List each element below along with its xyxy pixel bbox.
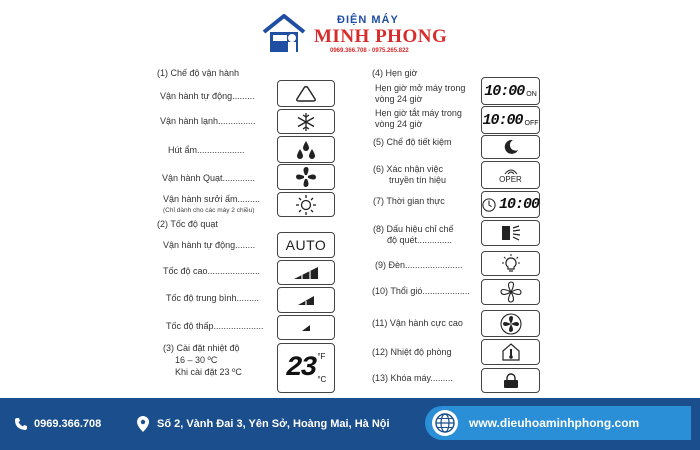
section-eco: (5) Chế độ tiết kiệm xyxy=(373,137,452,147)
brand-top-text: ĐIỆN MÁY xyxy=(337,14,399,26)
section-turbo: (11) Vận hành cực cao xyxy=(372,318,463,328)
location-pin-icon xyxy=(137,416,149,432)
room-temp-symbol xyxy=(481,339,540,365)
brand-phones: 0969.366.708 - 0975.265.822 xyxy=(330,48,409,54)
clock-display xyxy=(481,191,540,218)
fan-outline-icon xyxy=(500,281,522,303)
temp-range: 16 – 30 ºC xyxy=(175,355,218,365)
signal-waves-icon xyxy=(503,167,519,175)
air-blow-symbol xyxy=(481,279,540,305)
auto-mode-label: Vận hành tự động......... xyxy=(160,91,255,101)
moon-icon xyxy=(503,139,519,155)
fan-icon xyxy=(295,166,317,188)
eco-symbol xyxy=(481,135,540,159)
swing-icon xyxy=(500,224,522,242)
globe-icon xyxy=(431,409,459,437)
fan-speed-mid-icon xyxy=(297,294,315,306)
signal-symbol xyxy=(481,161,540,189)
footer-address-text: Số 2, Vành Đai 3, Yên Sở, Hoàng Mai, Hà Nội xyxy=(157,418,390,430)
temperature-display xyxy=(277,343,335,393)
cool-mode-symbol xyxy=(277,109,335,134)
section-swing-line1: (8) Dấu hiệu chỉ chế xyxy=(373,224,454,234)
section-timer: (4) Hẹn giờ xyxy=(372,68,418,78)
phone-icon xyxy=(14,417,28,431)
heat-mode-symbol xyxy=(277,192,335,217)
footer-website[interactable] xyxy=(425,406,691,440)
timer-off-label: OFF xyxy=(524,119,539,127)
timer-on-display xyxy=(481,77,540,105)
fan-high-label: Tốc độ cao..................... xyxy=(163,266,261,276)
section-fan-speed: (2) Tốc độ quạt xyxy=(157,219,218,229)
contact-footer xyxy=(0,398,700,450)
auto-mode-symbol xyxy=(277,80,335,107)
section-operation-mode: (1) Chế độ vận hành xyxy=(157,68,240,78)
fan-mid-label: Tốc độ trung bình......... xyxy=(166,293,260,303)
heat-mode-label: Vận hành sưởi ấm......... xyxy=(163,194,260,204)
cool-mode-label: Vận hành lạnh............... xyxy=(160,116,256,126)
section-lock: (13) Khóa máy......... xyxy=(372,373,453,383)
fan-speed-low-icon xyxy=(302,325,310,331)
fan-auto-label: Vận hành tự động........ xyxy=(163,240,256,250)
brand-logo xyxy=(262,12,448,56)
dry-mode-symbol xyxy=(277,136,335,163)
fan-low-label: Tốc độ thấp.................... xyxy=(166,321,264,331)
turbo-fan-icon xyxy=(500,313,522,335)
timer-off-digits: 10:00 xyxy=(482,111,523,129)
footer-phone-text: 0969.366.708 xyxy=(34,418,102,430)
fan-speed-high-icon xyxy=(293,266,319,280)
timer-on-line2: vòng 24 giờ xyxy=(375,94,423,104)
section-signal-line2: truyền tín hiệu xyxy=(389,175,447,185)
section-signal-line1: (6) Xác nhận việc xyxy=(373,164,444,174)
light-bulb-icon xyxy=(501,254,521,274)
section-light: (9) Đèn....................... xyxy=(375,260,463,270)
temp-set-note: Khi cài đặt 23 ºC xyxy=(175,367,242,377)
lock-symbol xyxy=(481,368,540,393)
timer-off-line2: vòng 24 giờ xyxy=(375,119,423,129)
timer-on-digits: 10:00 xyxy=(484,82,525,100)
house-thermometer-icon xyxy=(501,342,521,362)
clock-digits: 10:00 xyxy=(498,196,539,213)
house-technician-icon xyxy=(262,14,306,54)
light-symbol xyxy=(481,251,540,276)
snowflake-icon xyxy=(296,112,316,132)
water-drops-icon xyxy=(295,140,317,160)
section-temperature: (3) Cài đặt nhiệt độ xyxy=(163,343,240,353)
footer-address xyxy=(137,398,390,450)
lock-icon xyxy=(502,373,520,389)
fan-auto-display: AUTO xyxy=(285,237,327,253)
section-air-blow: (10) Thổi gió................... xyxy=(372,286,470,296)
auto-triangle-icon xyxy=(295,85,317,103)
fan-high-symbol xyxy=(277,260,335,285)
section-swing-line2: độ quét.............. xyxy=(387,235,453,245)
timer-off-line1: Hẹn giờ tắt máy trong xyxy=(375,108,462,118)
timer-off-display xyxy=(481,106,540,134)
dry-mode-label: Hút ẩm................... xyxy=(168,145,245,155)
fan-mode-symbol xyxy=(277,164,335,190)
section-clock: (7) Thời gian thực xyxy=(373,196,445,206)
timer-on-line1: Hẹn giờ mở máy trong xyxy=(375,83,466,93)
heat-mode-note: (Chỉ dành cho các máy 2 chiều) xyxy=(163,207,255,214)
fan-mid-symbol xyxy=(277,287,335,313)
fan-mode-label: Vận hành Quạt............. xyxy=(162,173,256,183)
fan-low-symbol xyxy=(277,315,335,340)
section-room-temp: (12) Nhiệt độ phòng xyxy=(372,347,452,357)
unit-celsius: °C xyxy=(317,375,327,384)
turbo-symbol xyxy=(481,310,540,337)
unit-fahrenheit: °F xyxy=(317,352,326,361)
footer-phone[interactable] xyxy=(14,398,101,450)
temperature-digits: 23 xyxy=(285,352,316,384)
brand-name: MINH PHONG xyxy=(314,26,448,47)
sun-icon xyxy=(295,194,317,216)
clock-icon xyxy=(482,197,496,213)
swing-symbol xyxy=(481,220,540,246)
timer-on-label: ON xyxy=(526,90,537,98)
fan-auto-symbol xyxy=(277,232,335,258)
oper-label: OPER xyxy=(499,174,522,184)
footer-website-text: www.dieuhoaminhphong.com xyxy=(469,416,640,430)
